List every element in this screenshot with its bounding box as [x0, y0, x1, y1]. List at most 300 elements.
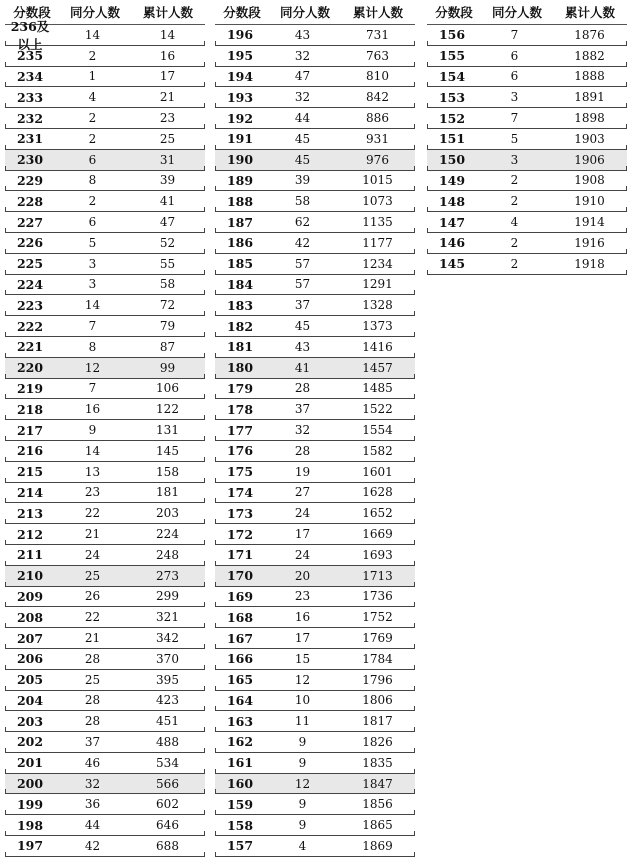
count-cell: 4: [298, 838, 307, 853]
table-header: [215, 0, 415, 25]
score-cell: 148: [438, 193, 466, 209]
table-row: [427, 254, 627, 275]
score-cell: 221: [16, 339, 44, 355]
table-row: [215, 670, 415, 691]
table-row: [5, 379, 205, 400]
cumulative-cell: 1856: [362, 797, 393, 812]
cumulative-cell: 16: [159, 48, 176, 63]
count-cell: 21: [84, 631, 101, 645]
cumulative-cell: 72: [159, 298, 176, 313]
cumulative-cell: 1669: [362, 527, 393, 542]
score-cell: 194: [226, 68, 254, 84]
cumulative-cell: 52: [159, 235, 176, 250]
cumulative-cell: 224: [156, 527, 179, 542]
table-row: [215, 295, 415, 316]
cumulative-cell: 1891: [574, 90, 605, 105]
table-row: [427, 25, 627, 46]
table-row: [5, 607, 205, 628]
table-row: [215, 649, 415, 670]
count-cell: 17: [294, 631, 311, 645]
cumulative-cell: 14: [159, 27, 176, 42]
table-row: [215, 379, 415, 400]
count-cell: 37: [294, 402, 311, 417]
table-row: [5, 316, 205, 337]
table-row: [5, 129, 205, 150]
score-cell: 181: [226, 339, 254, 355]
table-row: [5, 18, 205, 52]
table-row: [215, 836, 415, 857]
count-cell: 24: [294, 547, 311, 562]
header-cumulative: 累计人数: [564, 5, 615, 20]
count-cell: 27: [294, 485, 311, 500]
cumulative-cell: 1869: [362, 838, 393, 853]
score-cell: 217: [16, 422, 44, 438]
count-cell: 45: [294, 152, 311, 167]
count-cell: 3: [510, 152, 519, 167]
cumulative-cell: 1736: [362, 589, 393, 604]
count-cell: 16: [84, 402, 101, 417]
score-cell: 178: [226, 401, 254, 417]
table-row: [215, 108, 415, 129]
count-cell: 28: [84, 714, 101, 729]
score-cell: 209: [16, 588, 44, 604]
cumulative-cell: 248: [156, 547, 179, 562]
count-cell: 16: [294, 610, 311, 625]
score-cell: 210: [16, 568, 44, 584]
count-cell: 6: [88, 215, 97, 230]
table-row: [215, 587, 415, 608]
score-cell: 193: [226, 89, 254, 105]
count-cell: 5: [88, 235, 97, 250]
score-cell: 183: [226, 297, 254, 313]
table-row: [5, 524, 205, 545]
score-cell: 151: [438, 131, 466, 147]
score-cell: 180: [226, 360, 254, 376]
table-row: [215, 774, 415, 795]
cumulative-cell: 1784: [362, 651, 393, 666]
cumulative-cell: 688: [156, 838, 179, 853]
score-table-column-1: [5, 0, 205, 857]
table-row: [5, 670, 205, 691]
score-cell: 190: [226, 152, 254, 168]
cumulative-cell: 1835: [362, 755, 393, 770]
score-cell: 206: [16, 651, 44, 667]
score-cell: 185: [226, 256, 254, 272]
table-row: [5, 483, 205, 504]
table-body: [5, 18, 205, 857]
count-cell: 6: [88, 152, 97, 167]
score-cell: 201: [16, 755, 44, 771]
cumulative-cell: 41: [159, 194, 176, 209]
count-cell: 57: [294, 256, 311, 271]
count-cell: 36: [84, 797, 101, 812]
table-row: [427, 233, 627, 254]
score-cell: 225: [16, 256, 44, 272]
score-cell: 168: [226, 609, 254, 625]
count-cell: 12: [84, 360, 101, 375]
count-cell: 47: [294, 69, 311, 84]
score-cell: 166: [226, 651, 254, 667]
count-cell: 32: [294, 48, 311, 63]
score-cell: 191: [226, 131, 254, 147]
count-cell: 2: [510, 235, 519, 250]
score-cell: 235: [16, 48, 44, 64]
table-row: [427, 129, 627, 150]
table-row: [215, 399, 415, 420]
table-row: [215, 794, 415, 815]
score-cell: 215: [16, 464, 44, 480]
count-cell: 46: [84, 755, 101, 770]
cumulative-cell: 1328: [362, 298, 393, 313]
cumulative-cell: 1485: [362, 381, 393, 396]
cumulative-cell: 1916: [574, 235, 605, 250]
count-cell: 25: [84, 568, 101, 583]
score-cell: 177: [226, 422, 254, 438]
count-cell: 32: [294, 423, 311, 438]
cumulative-cell: 1882: [574, 48, 605, 63]
score-cell: 186: [226, 235, 254, 251]
cumulative-cell: 87: [159, 339, 176, 354]
table-row: [5, 212, 205, 233]
score-cell: 231: [16, 131, 44, 147]
table-row: [5, 774, 205, 795]
score-cell: 159: [226, 796, 254, 812]
table-row: [5, 233, 205, 254]
table-row: [5, 358, 205, 379]
score-cell: 197: [16, 838, 44, 854]
count-cell: 8: [88, 339, 97, 354]
cumulative-cell: 342: [156, 631, 179, 645]
cumulative-cell: 1457: [362, 360, 393, 375]
cumulative-cell: 1908: [574, 173, 605, 188]
cumulative-cell: 1177: [362, 235, 393, 250]
cumulative-cell: 99: [159, 360, 176, 375]
cumulative-cell: 21: [159, 90, 176, 105]
table-row: [215, 25, 415, 46]
table-row: [215, 46, 415, 67]
count-cell: 43: [294, 339, 311, 354]
count-cell: 2: [510, 256, 519, 271]
table-header: [427, 0, 627, 25]
count-cell: 24: [84, 547, 101, 562]
score-cell: 172: [226, 526, 254, 542]
table-row: [427, 150, 627, 171]
cumulative-cell: 370: [156, 651, 179, 666]
header-count: 同分人数: [69, 5, 120, 20]
header-score: 分数段: [13, 5, 51, 20]
table-row: [215, 711, 415, 732]
cumulative-cell: 1582: [362, 443, 393, 458]
score-cell: 228: [16, 193, 44, 209]
cumulative-cell: 1628: [362, 485, 393, 500]
count-cell: 3: [88, 277, 97, 292]
table-row: [5, 794, 205, 815]
cumulative-cell: 976: [366, 152, 389, 167]
table-row: [215, 524, 415, 545]
table-row: [5, 295, 205, 316]
table-row: [215, 233, 415, 254]
cumulative-cell: 1015: [362, 173, 393, 188]
cumulative-cell: 451: [156, 714, 179, 729]
count-cell: 2: [510, 173, 519, 188]
cumulative-cell: 55: [159, 256, 176, 271]
cumulative-cell: 1769: [362, 631, 393, 645]
cumulative-cell: 1373: [362, 319, 393, 334]
cumulative-cell: 131: [156, 423, 179, 438]
header-score: 分数段: [435, 5, 473, 20]
cumulative-cell: 17: [159, 69, 176, 84]
table-row: [215, 732, 415, 753]
count-cell: 7: [510, 111, 519, 126]
score-cell: 176: [226, 443, 254, 459]
cumulative-cell: 1906: [574, 152, 605, 167]
table-row: [215, 815, 415, 836]
cumulative-cell: 731: [366, 27, 389, 42]
table-row: [5, 815, 205, 836]
count-cell: 5: [510, 131, 519, 146]
cumulative-cell: 1291: [362, 277, 393, 292]
count-cell: 22: [84, 506, 101, 521]
cumulative-cell: 842: [366, 90, 389, 105]
score-cell: 196: [226, 27, 254, 43]
cumulative-cell: 299: [156, 589, 179, 604]
score-cell: 198: [16, 817, 44, 833]
table-row: [215, 607, 415, 628]
table-row: [215, 191, 415, 212]
table-row: [5, 108, 205, 129]
score-cell: 203: [16, 713, 44, 729]
score-cell: 226: [16, 235, 44, 251]
table-row: [5, 691, 205, 712]
score-cell: 179: [226, 380, 254, 396]
score-cell: 208: [16, 609, 44, 625]
table-row: [215, 628, 415, 649]
score-cell: 169: [226, 588, 254, 604]
score-cell: 157: [226, 838, 254, 854]
score-cell: 160: [226, 776, 254, 792]
cumulative-cell: 181: [156, 485, 179, 500]
table-row: [427, 191, 627, 212]
table-row: [215, 753, 415, 774]
cumulative-cell: 1865: [362, 818, 393, 833]
score-cell: 174: [226, 484, 254, 500]
count-cell: 26: [84, 589, 101, 604]
table-row: [215, 545, 415, 566]
count-cell: 3: [510, 90, 519, 105]
table-row: [427, 212, 627, 233]
table-body: [427, 25, 627, 275]
table-row: [215, 441, 415, 462]
score-cell: 147: [438, 214, 466, 230]
cumulative-cell: 566: [156, 776, 179, 791]
count-cell: 9: [298, 818, 307, 833]
count-cell: 2: [88, 111, 97, 126]
table-row: [5, 753, 205, 774]
table-row: [5, 732, 205, 753]
table-row: [215, 171, 415, 192]
count-cell: 17: [294, 527, 311, 542]
count-cell: 2: [510, 194, 519, 209]
count-cell: 3: [88, 256, 97, 271]
table-row: [215, 337, 415, 358]
cumulative-cell: 1713: [362, 568, 393, 583]
count-cell: 28: [84, 651, 101, 666]
count-cell: 28: [294, 381, 311, 396]
score-cell: 192: [226, 110, 254, 126]
score-cell: 152: [438, 110, 466, 126]
table-row: [215, 316, 415, 337]
cumulative-cell: 1898: [574, 111, 605, 126]
score-cell: 200: [16, 776, 44, 792]
count-cell: 32: [84, 776, 101, 791]
score-cell: 158: [226, 817, 254, 833]
count-cell: 7: [88, 319, 97, 334]
count-cell: 23: [84, 485, 101, 500]
cumulative-cell: 145: [156, 443, 179, 458]
table-row: [215, 358, 415, 379]
count-cell: 57: [294, 277, 311, 292]
cumulative-cell: 39: [159, 173, 176, 188]
cumulative-cell: 1876: [574, 27, 605, 42]
table-row: [5, 171, 205, 192]
score-cell: 153: [438, 89, 466, 105]
cumulative-cell: 1910: [574, 194, 605, 209]
header-count: 同分人数: [491, 5, 542, 20]
cumulative-cell: 763: [366, 48, 389, 63]
score-cell: 175: [226, 464, 254, 480]
table-row: [5, 191, 205, 212]
cumulative-cell: 31: [159, 152, 176, 167]
count-cell: 12: [294, 776, 311, 791]
count-cell: 2: [88, 131, 97, 146]
table-row: [215, 87, 415, 108]
table-row: [5, 275, 205, 296]
score-cell: 212: [16, 526, 44, 542]
count-cell: 9: [298, 755, 307, 770]
score-cell: 202: [16, 734, 44, 750]
cumulative-cell: 23: [159, 111, 176, 126]
count-cell: 6: [510, 48, 519, 63]
cumulative-cell: 602: [156, 797, 179, 812]
table-row: [5, 628, 205, 649]
count-cell: 2: [88, 48, 97, 63]
count-cell: 12: [294, 672, 311, 687]
cumulative-cell: 321: [156, 610, 179, 625]
score-cell: 224: [16, 276, 44, 292]
table-row: [215, 275, 415, 296]
score-cell: 219: [16, 380, 44, 396]
table-row: [5, 836, 205, 857]
count-cell: 24: [294, 506, 311, 521]
score-cell: 165: [226, 672, 254, 688]
count-cell: 62: [294, 215, 311, 230]
score-table-column-3: [427, 0, 627, 275]
score-cell: 204: [16, 692, 44, 708]
score-cell: 234: [16, 68, 44, 84]
score-cell: 189: [226, 172, 254, 188]
table-row: [5, 150, 205, 171]
table-row: [5, 67, 205, 88]
cumulative-cell: 1234: [362, 256, 393, 271]
cumulative-cell: 1796: [362, 672, 393, 687]
table-row: [215, 420, 415, 441]
score-cell: 164: [226, 692, 254, 708]
score-cell: 227: [16, 214, 44, 230]
count-cell: 9: [298, 797, 307, 812]
count-cell: 23: [294, 589, 311, 604]
count-cell: 11: [294, 714, 311, 729]
table-body: [215, 25, 415, 857]
score-cell: 233: [16, 89, 44, 105]
score-cell: 171: [226, 547, 254, 563]
count-cell: 15: [294, 651, 311, 666]
table-row: [5, 711, 205, 732]
count-cell: 28: [84, 693, 101, 708]
count-cell: 43: [294, 27, 311, 42]
cumulative-cell: 1918: [574, 256, 605, 271]
score-cell: 218: [16, 401, 44, 417]
table-row: [215, 691, 415, 712]
score-cell: 145: [438, 256, 466, 272]
cumulative-cell: 1752: [362, 610, 393, 625]
cumulative-cell: 47: [159, 215, 176, 230]
cumulative-cell: 122: [156, 402, 179, 417]
cumulative-cell: 1693: [362, 547, 393, 562]
table-row: [5, 649, 205, 670]
score-cell: 187: [226, 214, 254, 230]
score-cell: 195: [226, 48, 254, 64]
score-cell: 229: [16, 172, 44, 188]
cumulative-cell: 1806: [362, 693, 393, 708]
score-cell: 236及以上: [10, 18, 50, 52]
score-cell: 211: [16, 547, 44, 563]
header-cumulative: 累计人数: [142, 5, 193, 20]
cumulative-cell: 1888: [574, 69, 605, 84]
cumulative-cell: 931: [366, 131, 389, 146]
table-row: [427, 108, 627, 129]
count-cell: 42: [294, 235, 311, 250]
count-cell: 45: [294, 319, 311, 334]
cumulative-cell: 1826: [362, 734, 393, 749]
count-cell: 45: [294, 131, 311, 146]
count-cell: 14: [84, 298, 101, 313]
score-cell: 199: [16, 796, 44, 812]
count-cell: 4: [88, 90, 97, 105]
score-cell: 220: [16, 360, 44, 376]
count-cell: 22: [84, 610, 101, 625]
cumulative-cell: 273: [156, 568, 179, 583]
table-row: [215, 483, 415, 504]
cumulative-cell: 1416: [362, 339, 393, 354]
count-cell: 1: [88, 69, 97, 84]
table-row: [215, 67, 415, 88]
header-count: 同分人数: [279, 5, 330, 20]
score-cell: 213: [16, 505, 44, 521]
score-cell: 150: [438, 152, 466, 168]
cumulative-cell: 203: [156, 506, 179, 521]
count-cell: 19: [294, 464, 311, 479]
cumulative-cell: 158: [156, 464, 179, 479]
cumulative-cell: 488: [156, 734, 179, 749]
table-row: [5, 545, 205, 566]
count-cell: 44: [294, 111, 311, 126]
header-cumulative: 累计人数: [352, 5, 403, 20]
score-cell: 182: [226, 318, 254, 334]
count-cell: 42: [84, 838, 101, 853]
score-cell: 188: [226, 193, 254, 209]
score-cell: 170: [226, 568, 254, 584]
table-row: [5, 337, 205, 358]
